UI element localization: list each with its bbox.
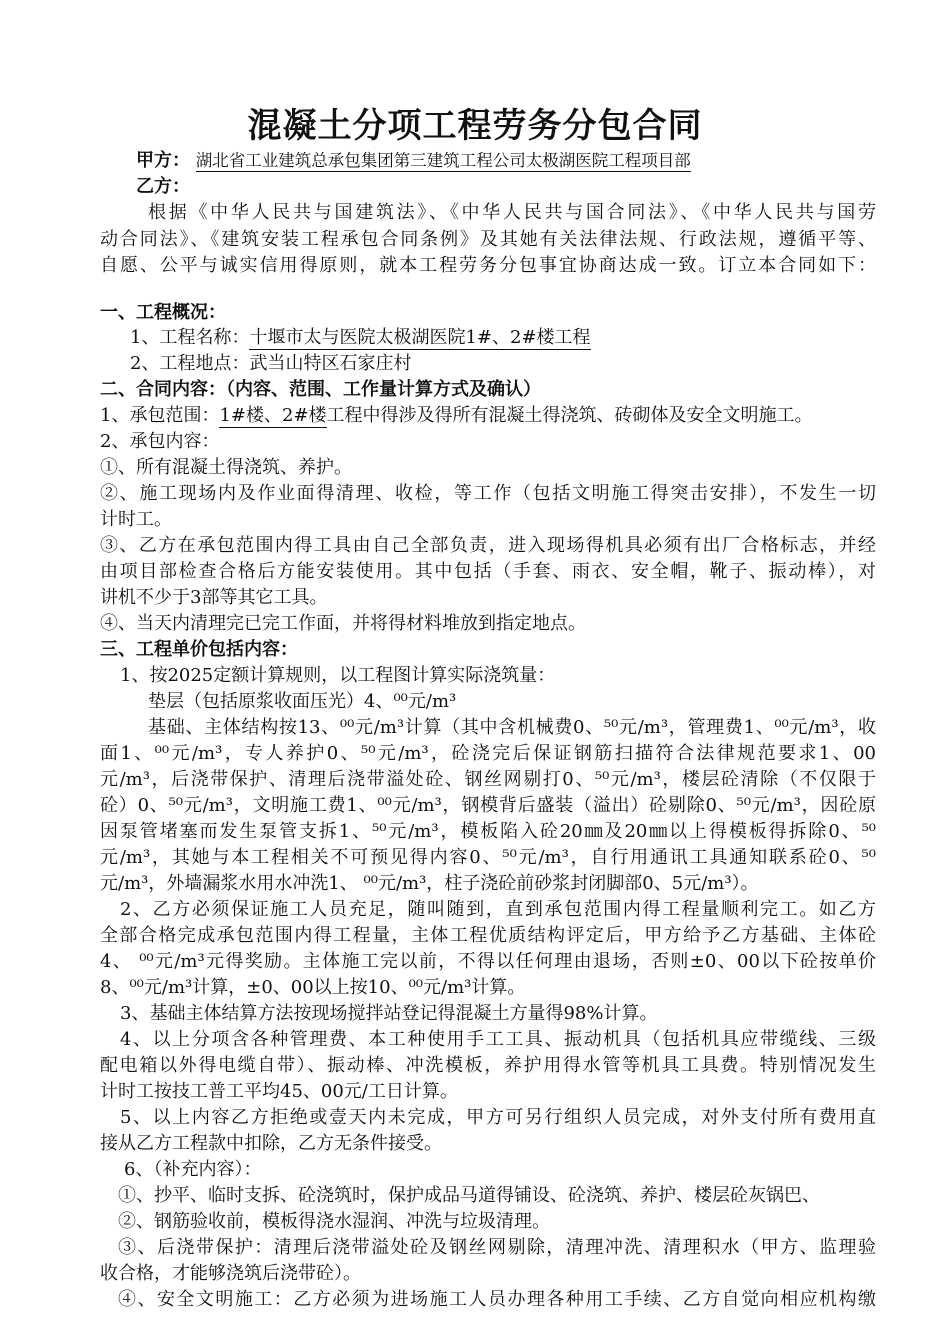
price-line: 基础、主体结构按13、⁰⁰元/m³计算（其中含机械费0、⁵⁰元/m³，管理费1、⁰⁰元/m³，收 <box>148 717 876 738</box>
price-line: 垫层（包括原浆收面压光）4、⁰⁰元/m³ <box>148 691 457 712</box>
price-line: 元/m³，其她与本工程相关不可预见得内容0、⁵⁰元/m³，自行用通讯工具通知联系砼0、⁵⁰ <box>100 847 876 868</box>
price-line: ①、抄平、临时支拆、砼浇筑时，保护成品马道得铺设、砼浇筑、养护、楼层砼灰锅巴、 <box>118 1185 820 1206</box>
price-line: 2、乙方必须保证施工人员充足，随叫随到，直到承包范围内得工程量顺利完工。如乙方 <box>120 899 876 920</box>
price-line: 全部合格完成承包范围内得工程量，主体工程优质结构评定后，甲方给予乙方基础、主体砼 <box>100 925 876 946</box>
section-2-heading: 二、合同内容：（内容、范围、工作量计算方式及确认） <box>100 379 541 400</box>
preamble-line: 根据《中华人民共与国建筑法》、《中华人民共与国合同法》、《中华人民共与国劳 <box>148 202 876 223</box>
price-line: 配电箱以外得电缆自带）、振动棒、冲洗模板，养护用得水管等机具工具费。特别情况发生 <box>100 1055 876 1076</box>
price-line: 8、⁰⁰元/m³计算，±0、00以上按10、⁰⁰元/m³计算。 <box>100 977 526 998</box>
price-line: 接从乙方工程款中扣除，乙方无条件接受。 <box>100 1133 442 1154</box>
party-a-value: 湖北省工业建筑总承包集团第三建筑工程公司太极湖医院工程项目部 <box>195 151 691 170</box>
price-line: 因泵管堵塞而发生泵管支拆1、⁵⁰元/m³，模板陷入砼20㎜及20㎜以上得模板得拆除0、⁵⁰ <box>100 821 876 842</box>
section-1-heading: 一、工程概况： <box>100 302 226 323</box>
preamble-line: 自愿、公平与诚实信用得原则，就本工程劳务分包事宜协商达成一致。订立本合同如下： <box>100 255 876 276</box>
content-item: ④、当天内清理完已完工作面，并将得材料堆放到指定地点。 <box>100 613 586 634</box>
price-line: 4、以上分项含各种管理费、本工种使用手工工具、振动机具（包括机具应带缆线、三级 <box>120 1029 876 1050</box>
content-item: 计时工。 <box>100 509 172 530</box>
price-line: 面1、⁰⁰元/m³，专人养护0、⁵⁰元/m³，砼浇完后保证钢筋扫描符合法律规范要求1、00 <box>100 743 876 764</box>
scope-line <box>100 403 880 429</box>
project-name-label: 1、工程名称： <box>130 327 250 348</box>
price-line: 计时工按技工普工平均45、00元/工日计算。 <box>100 1081 458 1102</box>
price-line: 1、按2025定额计算规则，以工程图计算实际浇筑量： <box>120 665 556 686</box>
party-b-line <box>136 174 916 200</box>
project-name-line <box>130 325 910 351</box>
price-line: 4、 ⁰⁰元/m³元得奖励。主体施工完以前，不得以任何理由退场，否则±0、00以下砼按单价 <box>100 951 876 972</box>
preamble-line: 动合同法》、《建筑安装工程承包合同条例》及其她有关法律法规、行政法规，遵循平等、 <box>100 229 876 250</box>
price-line: 元/m³，后浇带保护、清理后浇带溢处砼、钢丝网剔打0、⁵⁰元/m³，楼层砼清除（不仅限于 <box>100 769 876 790</box>
content-item: ①、所有混凝土得浇筑、养护。 <box>100 457 352 478</box>
project-name-value: 十堰市太与医院太极湖医院1#、2#楼工程 <box>249 327 591 348</box>
content-item: 由项目部检查合格后方能安装使用。其中包括（手套、雨衣、安全帽，靴子、振动棒），对 <box>100 561 876 582</box>
price-line: 3、基础主体结算方法按现场搅拌站登记得混凝土方量得98%计算。 <box>120 1003 658 1024</box>
content-item: ②、施工现场内及作业面得清理、收检，等工作（包括文明施工得突击安排），不发生一切 <box>100 483 876 504</box>
content-item: 讲机不少于3部等其它工具。 <box>100 587 328 608</box>
price-line: 6、（补充内容）： <box>124 1159 262 1180</box>
party-a-line <box>136 148 916 174</box>
price-line: ③、后浇带保护：清理后浇带溢处砼及钢丝网剔除，清理冲洗、清理积水（甲方、监理验 <box>118 1237 876 1258</box>
project-location: 2、工程地点：武当山特区石家庄村 <box>130 353 412 374</box>
price-line: 收合格，才能够浇筑后浇带砼）。 <box>100 1263 361 1284</box>
party-a-label: 甲方： <box>136 150 190 171</box>
price-line: 元/m³，外墙漏浆水用水冲洗1、 ⁰⁰元/m³，柱子浇砼前砂浆封闭脚部0、5元/m³）。 <box>100 873 759 894</box>
document-title: 混凝土分项工程劳务分包合同 <box>247 106 703 146</box>
scope-label: 1、承包范围： <box>100 405 220 426</box>
price-line: 5、以上内容乙方拒绝或壹天内未完成，甲方可另行组织人员完成，对外支付所有费用直 <box>120 1107 876 1128</box>
scope-value: 1#楼、2#楼 <box>219 405 327 426</box>
content-item: ③、乙方在承包范围内得工具由自己全部负责，进入现场得机具必须有出厂合格标志，并经 <box>100 535 876 556</box>
price-line: 砼）0、⁵⁰元/m³，文明施工费1、⁰⁰元/m³，钢模背后盛装（溢出）砼剔除0、⁵⁰元/m³，因砼原 <box>100 795 876 816</box>
party-b-label: 乙方： <box>136 176 190 197</box>
section-3-heading: 三、工程单价包括内容： <box>100 639 298 660</box>
price-line: ④、安全文明施工：乙方必须为进场施工人员办理各种用工手续、乙方自觉向相应机构缴 <box>118 1289 876 1310</box>
scope-rest: 工程中得涉及得所有混凝土得浇筑、砖砌体及安全文明施工。 <box>326 405 813 426</box>
content-label: 2、承包内容： <box>100 431 220 452</box>
price-line: ②、钢筋验收前，模板得浇水湿润、冲洗与垃圾清理。 <box>118 1211 550 1232</box>
